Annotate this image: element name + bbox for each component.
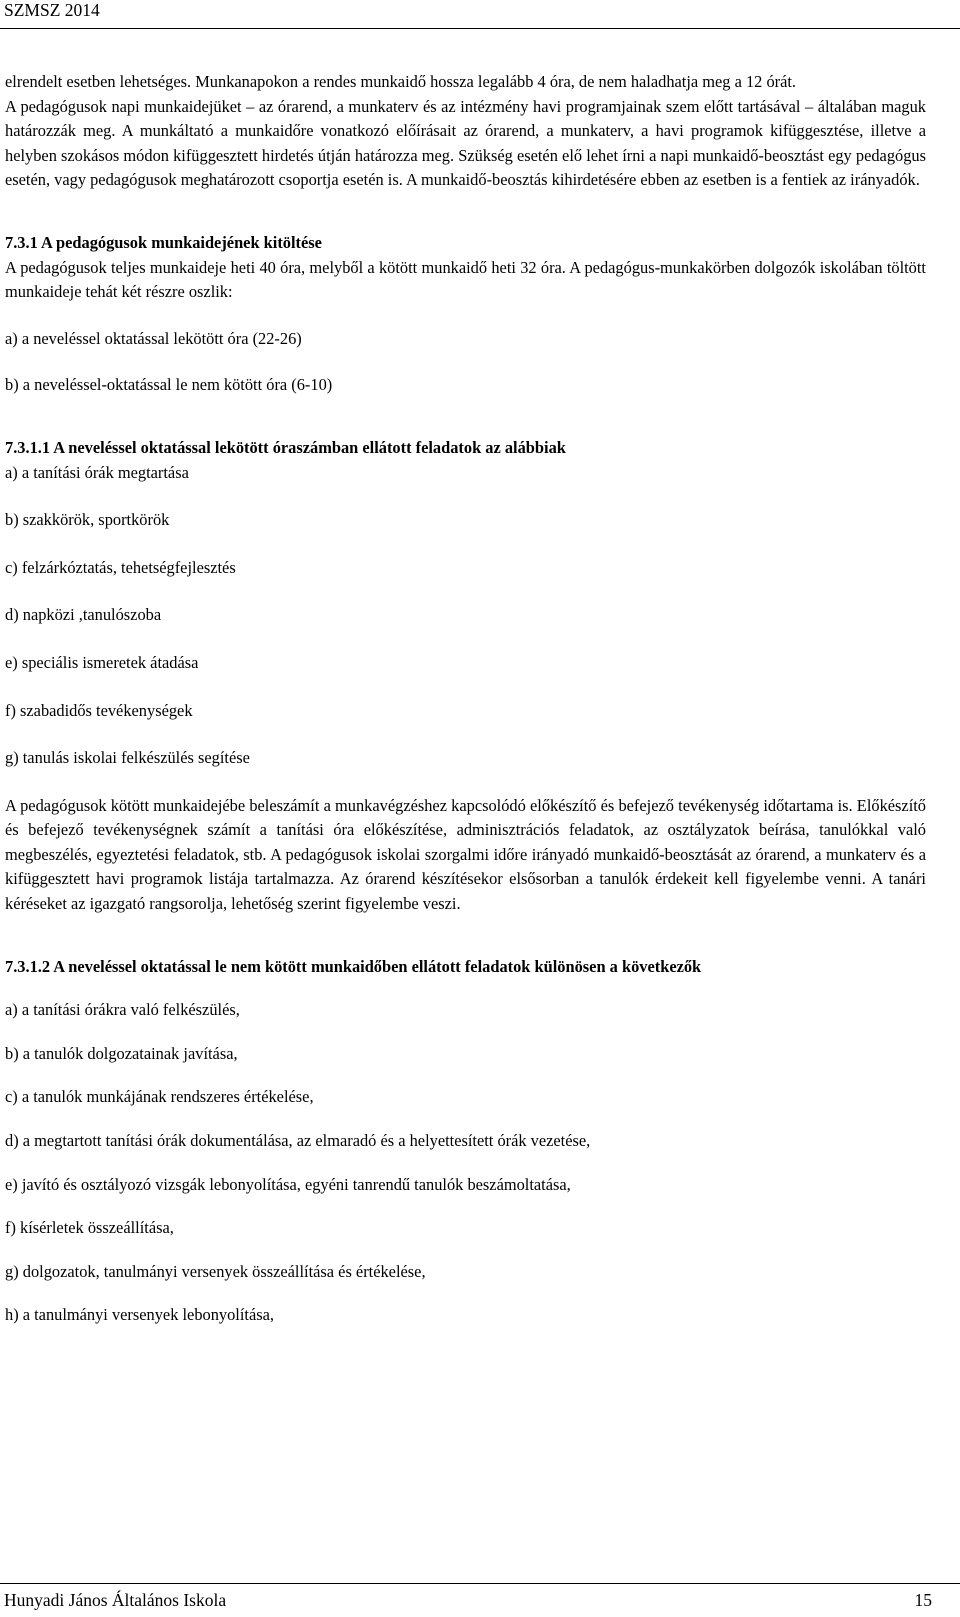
page-header-title: SZMSZ 2014 [4, 0, 100, 20]
list-item: f) szabadidős tevékenységek [5, 700, 193, 720]
list-item: h) a tanulmányi versenyek lebonyolítása, [5, 1305, 274, 1325]
section-heading-7-3-1: 7.3.1 A pedagógusok munkaidejének kitöltése [5, 232, 322, 252]
list-item: b) a tanulók dolgozatainak javítása, [5, 1043, 238, 1063]
list-item: g) dolgozatok, tanulmányi versenyek összeállítása és értékelése, [5, 1261, 426, 1281]
document-body [5, 70, 926, 1328]
list-item: d) a megtartott tanítási órák dokumentálása, az elmaradó és a helyettesített órák vezetése, [5, 1131, 591, 1151]
list-item: b) a neveléssel-oktatással le nem kötött óra (6-10) [5, 375, 333, 395]
list-item: g) tanulás iskolai felkészülés segítése [5, 748, 250, 768]
paragraph-daily-schedule: A pedagógusok napi munkaidejüket – az órarend, a munkaterv és az intézmény havi programjainak szem előtt tartásával – általában maguk határozzák meg. A munkáltató a munkaidőre vonatkozó előírásait az órarend, a munkaterv, a havi programok kifüggesztése, illetve a helyben szokásos módon kifüggesztett hirdetés útján határozza meg. Szükség esetén elő lehet írni a napi munkaidő-beosztást egy pedagógus esetén, vagy pedagógusok meghatározott csoportja esetén is. A munkaidő-beosztás kihirdetésére ebben az esetben is a fentiek az irányadók. [5, 96, 926, 190]
list-item: c) felzárkóztatás, tehetségfejlesztés [5, 557, 236, 577]
section-heading-7-3-1-1: 7.3.1.1 A neveléssel oktatással lekötött óraszámban ellátott feladatok az alábbiak [5, 437, 566, 457]
section-heading-7-3-1-2: 7.3.1.2 A neveléssel oktatással le nem kötött munkaidőben ellátott feladatok különösen a következők [5, 956, 702, 976]
header-divider [0, 28, 960, 29]
page-number: 15 [914, 1590, 932, 1610]
list-item: a) a tanítási órákra való felkészülés, [5, 1000, 240, 1020]
footer-school-name: Hunyadi János Általános Iskola [4, 1590, 227, 1610]
list-item: f) kísérletek összeállítása, [5, 1218, 174, 1238]
list-item: e) javító és osztályozó vizsgák lebonyolítása, egyéni tanrendű tanulók beszámoltatása, [5, 1174, 571, 1194]
list-item: c) a tanulók munkájának rendszeres értékelése, [5, 1087, 314, 1107]
paragraph-working-hours: elrendelt esetben lehetséges. Munkanapokon a rendes munkaidő hossza legalább 4 óra, de nem haladhatja meg a 12 órát. [5, 72, 797, 91]
list-item: b) szakkörök, sportkörök [5, 510, 170, 530]
list-item: a) a neveléssel oktatással lekötött óra (22-26) [5, 328, 302, 348]
section-7-3-1-intro: A pedagógusok teljes munkaideje heti 40 óra, melyből a kötött munkaidő heti 32 óra. A pedagógus-munkakörben dolgozók iskolában töltött munkaideje tehát két részre oszlik: [5, 257, 926, 302]
list-item: e) speciális ismeretek átadása [5, 652, 199, 672]
list-item: a) a tanítási órák megtartása [5, 462, 189, 482]
paragraph-preparation-tasks: A pedagógusok kötött munkaidejébe beleszámít a munkavégzéshez kapcsolódó előkészítő és befejező tevékenység időtartama is. Előkészítő és befejező tevékenységnek számít a tanítási óra előkészítése, adminisztrációs feladatok, az osztályzatok beírása, tanulókkal való megbeszélés, egyeztetési feladatok, stb. A pedagógusok iskolai szorgalmi időre irányadó munkaidő-beosztását az órarend, a munkaterv és a kifüggesztett havi programok listája tartalmazza. Az órarend készítésekor elsősorban a tanulók érdekeit kell figyelembe venni. A tanári kéréseket az igazgató rangsorolja, lehetőség szerint figyelembe veszi. [5, 795, 926, 914]
list-item: d) napközi ,tanulószoba [5, 605, 162, 625]
footer-divider [0, 1583, 960, 1584]
